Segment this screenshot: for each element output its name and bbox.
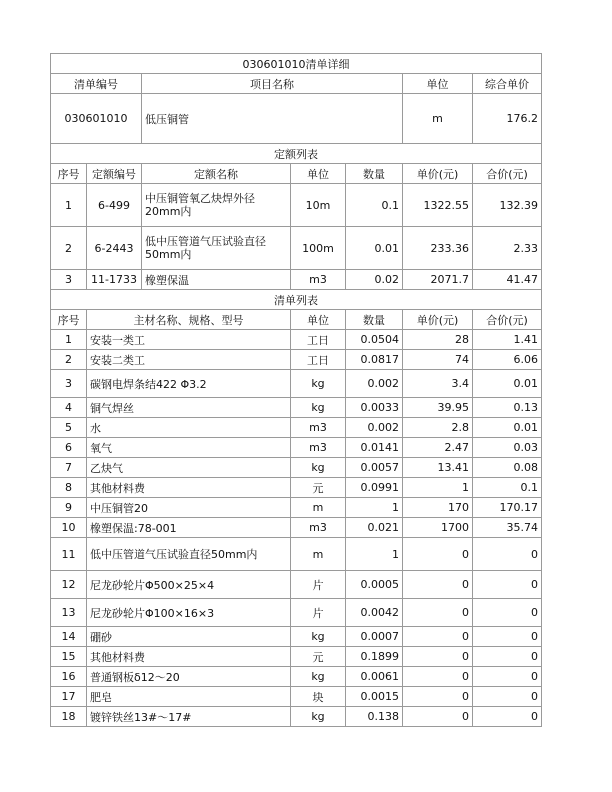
material-row — [51, 687, 542, 707]
material-total: 170.17 — [473, 498, 542, 518]
material-total: 0.03 — [473, 438, 542, 458]
material-unit: m3 — [291, 518, 346, 538]
material-price: 0 — [403, 667, 473, 687]
material-qty: 0.0061 — [346, 667, 403, 687]
material-price: 170 — [403, 498, 473, 518]
material-unit: 片 — [291, 599, 346, 627]
material-total: 0.1 — [473, 478, 542, 498]
material-no: 7 — [51, 458, 87, 478]
material-qty: 0.021 — [346, 518, 403, 538]
material-no: 4 — [51, 398, 87, 418]
material-total: 0 — [473, 647, 542, 667]
material-name: 其他材料费 — [87, 478, 291, 498]
material-qty: 0.0057 — [346, 458, 403, 478]
materials-header-cell: 合价(元) — [473, 310, 542, 330]
material-name: 低中压管道气压试验直径50mm内 — [87, 538, 291, 571]
material-price: 28 — [403, 330, 473, 350]
material-name: 尼龙砂轮片Φ100×16×3 — [87, 599, 291, 627]
material-row — [51, 350, 542, 370]
material-total: 0.01 — [473, 370, 542, 398]
quota-qty: 0.01 — [346, 227, 403, 270]
quota-header-cell: 合价(元) — [473, 164, 542, 184]
material-no: 8 — [51, 478, 87, 498]
quota-no: 2 — [51, 227, 87, 270]
quota-qty: 0.1 — [346, 184, 403, 227]
material-unit: m — [291, 538, 346, 571]
material-qty: 0.1899 — [346, 647, 403, 667]
quota-header-cell: 序号 — [51, 164, 87, 184]
material-row — [51, 571, 542, 599]
quota-name: 中压铜管氧乙炔焊外径20mm内 — [142, 184, 291, 227]
material-unit: kg — [291, 398, 346, 418]
material-name: 中压铜管20 — [87, 498, 291, 518]
material-qty: 0.0817 — [346, 350, 403, 370]
material-qty: 0.0005 — [346, 571, 403, 599]
material-qty: 0.0015 — [346, 687, 403, 707]
quota-header-cell: 定额编号 — [87, 164, 142, 184]
material-total: 0 — [473, 707, 542, 727]
material-unit: m3 — [291, 418, 346, 438]
material-no: 17 — [51, 687, 87, 707]
material-price: 0 — [403, 571, 473, 599]
material-price: 0 — [403, 627, 473, 647]
material-total: 0 — [473, 599, 542, 627]
material-qty: 0.0033 — [346, 398, 403, 418]
material-total: 0.08 — [473, 458, 542, 478]
material-no: 9 — [51, 498, 87, 518]
quota-section-title: 定额列表 — [51, 144, 542, 164]
material-name: 其他材料费 — [87, 647, 291, 667]
material-row — [51, 498, 542, 518]
material-price: 0 — [403, 538, 473, 571]
material-row — [51, 438, 542, 458]
material-total: 0 — [473, 538, 542, 571]
material-no: 5 — [51, 418, 87, 438]
material-unit: kg — [291, 707, 346, 727]
quota-code: 11-1733 — [87, 270, 142, 290]
material-no: 16 — [51, 667, 87, 687]
material-price: 2.8 — [403, 418, 473, 438]
item-price: 176.2 — [473, 94, 542, 144]
material-no: 10 — [51, 518, 87, 538]
material-unit: 工日 — [291, 330, 346, 350]
material-qty: 0.0141 — [346, 438, 403, 458]
material-unit: kg — [291, 627, 346, 647]
quota-qty: 0.02 — [346, 270, 403, 290]
material-qty: 0.138 — [346, 707, 403, 727]
material-name: 尼龙砂轮片Φ500×25×4 — [87, 571, 291, 599]
material-name: 肥皂 — [87, 687, 291, 707]
material-total: 6.06 — [473, 350, 542, 370]
material-row — [51, 330, 542, 350]
material-row — [51, 627, 542, 647]
material-no: 12 — [51, 571, 87, 599]
material-row — [51, 370, 542, 398]
item-unit: m — [403, 94, 473, 144]
material-price: 1 — [403, 478, 473, 498]
col-header-name: 项目名称 — [142, 74, 403, 94]
quota-total: 41.47 — [473, 270, 542, 290]
material-unit: kg — [291, 667, 346, 687]
material-unit: 片 — [291, 571, 346, 599]
material-name: 硼砂 — [87, 627, 291, 647]
material-price: 0 — [403, 687, 473, 707]
material-price: 0 — [403, 599, 473, 627]
material-unit: 块 — [291, 687, 346, 707]
material-unit: m — [291, 498, 346, 518]
quota-total: 132.39 — [473, 184, 542, 227]
material-qty: 1 — [346, 498, 403, 518]
material-total: 0 — [473, 627, 542, 647]
quota-unit: m3 — [291, 270, 346, 290]
material-qty: 0.0007 — [346, 627, 403, 647]
item-code: 030601010 — [51, 94, 142, 144]
materials-header-cell: 单位 — [291, 310, 346, 330]
quota-price: 2071.7 — [403, 270, 473, 290]
material-name: 碳钢电焊条结422 Φ3.2 — [87, 370, 291, 398]
material-price: 3.4 — [403, 370, 473, 398]
material-name: 水 — [87, 418, 291, 438]
materials-header-cell: 数量 — [346, 310, 403, 330]
material-no: 3 — [51, 370, 87, 398]
quota-header-cell: 单价(元) — [403, 164, 473, 184]
material-price: 39.95 — [403, 398, 473, 418]
material-unit: kg — [291, 370, 346, 398]
col-header-unit: 单位 — [403, 74, 473, 94]
quota-price: 233.36 — [403, 227, 473, 270]
quota-name: 低中压管道气压试验直径50mm内 — [142, 227, 291, 270]
materials-section-title: 清单列表 — [51, 290, 542, 310]
quota-header-cell: 数量 — [346, 164, 403, 184]
material-unit: 工日 — [291, 350, 346, 370]
material-price: 13.41 — [403, 458, 473, 478]
quota-code: 6-2443 — [87, 227, 142, 270]
material-no: 11 — [51, 538, 87, 571]
material-row — [51, 707, 542, 727]
materials-header-cell: 主材名称、规格、型号 — [87, 310, 291, 330]
material-name: 氧气 — [87, 438, 291, 458]
material-row — [51, 599, 542, 627]
material-price: 2.47 — [403, 438, 473, 458]
material-no: 15 — [51, 647, 87, 667]
material-qty: 0.002 — [346, 418, 403, 438]
material-unit: kg — [291, 458, 346, 478]
quota-name: 橡塑保温 — [142, 270, 291, 290]
quota-row — [51, 184, 542, 227]
material-unit: 元 — [291, 478, 346, 498]
quota-no: 1 — [51, 184, 87, 227]
material-row — [51, 538, 542, 571]
material-total: 0 — [473, 687, 542, 707]
col-header-price: 综合单价 — [473, 74, 542, 94]
quota-row — [51, 227, 542, 270]
material-unit: m3 — [291, 438, 346, 458]
material-no: 2 — [51, 350, 87, 370]
material-row — [51, 418, 542, 438]
document-title: 030601010清单详细 — [51, 54, 542, 74]
material-row — [51, 458, 542, 478]
detail-table — [50, 53, 542, 727]
material-no: 14 — [51, 627, 87, 647]
material-no: 6 — [51, 438, 87, 458]
material-name: 安装二类工 — [87, 350, 291, 370]
quota-code: 6-499 — [87, 184, 142, 227]
materials-header-cell: 单价(元) — [403, 310, 473, 330]
material-no: 13 — [51, 599, 87, 627]
material-price: 0 — [403, 707, 473, 727]
material-name: 镀锌铁丝13#～17# — [87, 707, 291, 727]
item-name: 低压铜管 — [142, 94, 403, 144]
material-name: 普通钢板δ12～20 — [87, 667, 291, 687]
material-total: 1.41 — [473, 330, 542, 350]
material-total: 0 — [473, 571, 542, 599]
material-qty: 0.002 — [346, 370, 403, 398]
material-row — [51, 518, 542, 538]
material-total: 0.13 — [473, 398, 542, 418]
material-row — [51, 667, 542, 687]
quota-total: 2.33 — [473, 227, 542, 270]
quota-unit: 10m — [291, 184, 346, 227]
quota-price: 1322.55 — [403, 184, 473, 227]
material-qty: 0.0991 — [346, 478, 403, 498]
material-name: 乙炔气 — [87, 458, 291, 478]
quota-header-cell: 单位 — [291, 164, 346, 184]
material-price: 1700 — [403, 518, 473, 538]
material-qty: 1 — [346, 538, 403, 571]
material-row — [51, 647, 542, 667]
material-no: 18 — [51, 707, 87, 727]
material-row — [51, 398, 542, 418]
material-no: 1 — [51, 330, 87, 350]
material-total: 0 — [473, 667, 542, 687]
material-name: 安装一类工 — [87, 330, 291, 350]
material-row — [51, 478, 542, 498]
material-name: 铜气焊丝 — [87, 398, 291, 418]
material-qty: 0.0504 — [346, 330, 403, 350]
material-qty: 0.0042 — [346, 599, 403, 627]
material-total: 0.01 — [473, 418, 542, 438]
col-header-code: 清单编号 — [51, 74, 142, 94]
quota-header-row — [51, 164, 542, 184]
quota-row — [51, 270, 542, 290]
materials-header-cell: 序号 — [51, 310, 87, 330]
quota-unit: 100m — [291, 227, 346, 270]
material-name: 橡塑保温:78-001 — [87, 518, 291, 538]
material-total: 35.74 — [473, 518, 542, 538]
material-price: 0 — [403, 647, 473, 667]
quota-header-cell: 定额名称 — [142, 164, 291, 184]
materials-header-row — [51, 310, 542, 330]
material-unit: 元 — [291, 647, 346, 667]
material-price: 74 — [403, 350, 473, 370]
quota-no: 3 — [51, 270, 87, 290]
